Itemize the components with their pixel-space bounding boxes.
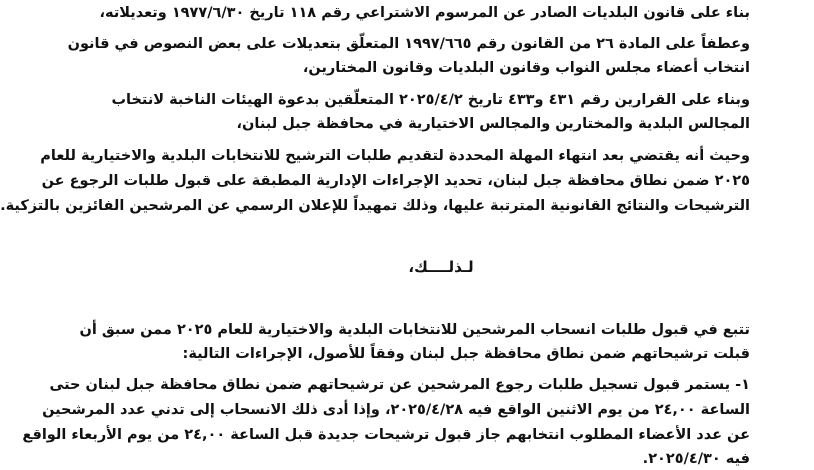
paragraph-legal-basis-line-1: بناء على قانون البلديات الصادر عن المرسوم الاشتراعي رقم ١١٨ تاريخ ١٩٧٧/٦/٣٠ وتعديلاته، xyxy=(99,5,750,21)
item-1-line-1: ١- يستمر قبول تسجيل طلبات رجوع المرشحين عن ترشيحاتهم ضمن نطاق محافظة جبل لبنان حتى xyxy=(49,377,750,393)
section-heading-therefore: لـذلــــك، xyxy=(408,258,474,276)
paragraph-whereas-line-1: وحيث أنه يقتضي بعد انتهاء المهلة المحددة لتقديم طلبات الترشيح للانتخابات البلدية والاختيارية للعام xyxy=(40,148,750,164)
item-1-line-3: عن عدد الأعضاء المطلوب انتخابهم جاز قبول ترشيحات جديدة قبل الساعة ٢٤,٠٠ من يوم الأربعاء الواقع xyxy=(22,427,750,443)
item-1-line-2: الساعة ٢٤,٠٠ من يوم الاثنين الواقع فيه ٢٠٢٥/٤/٢٨، وإذا أدى ذلك الانسحاب إلى تدني عدد المرشحين xyxy=(42,402,750,418)
paragraph-procedure-line-2: قبلت ترشيحاتهم ضمن نطاق محافظة جبل لبنان وفقاً للأصول، الإجراءات التالية: xyxy=(182,346,750,362)
paragraph-decisions-line-2: المجالس البلدية والمختارين والمجالس الاختيارية في محافظة جبل لبنان، xyxy=(236,116,750,132)
paragraph-procedure-line-1: تتبع في قبول طلبات انسحاب المرشحين للانتخابات البلدية والاختيارية للعام ٢٠٢٥ ممن سبق أن xyxy=(79,322,750,338)
paragraph-whereas-line-2: ٢٠٢٥ ضمن نطاق محافظة جبل لبنان، تحديد الإجراءات الإدارية المطبقة على قبول طلبات الرجوع عن xyxy=(41,173,750,189)
paragraph-amendment-line-2: انتخاب أعضاء مجلس النواب وقانون البلديات وقانون المختارين، xyxy=(302,60,750,76)
paragraph-decisions-line-1: وبناء على القرارين رقم ٤٣١ و٤٣٣ تاريخ ٢٠٢٥/٤/٢ المتعلّقين بدعوة الهيئات الناخبة لانتخاب xyxy=(111,92,750,108)
paragraph-whereas-line-3: الترشيحات والنتائج القانونية المترتبة عليها، وذلك تمهيداً للإعلان الرسمي عن المرشحين الفائزين بالتزكية. xyxy=(0,198,750,214)
item-1-line-4: فيه ٢٠٢٥/٤/٣٠. xyxy=(642,451,750,467)
paragraph-amendment-line-1: وعطفاً على المادة ٢٦ من القانون رقم ١٩٩٧/٦٦٥ المتعلّق بتعديلات على بعض النصوص في قانون xyxy=(67,36,750,52)
